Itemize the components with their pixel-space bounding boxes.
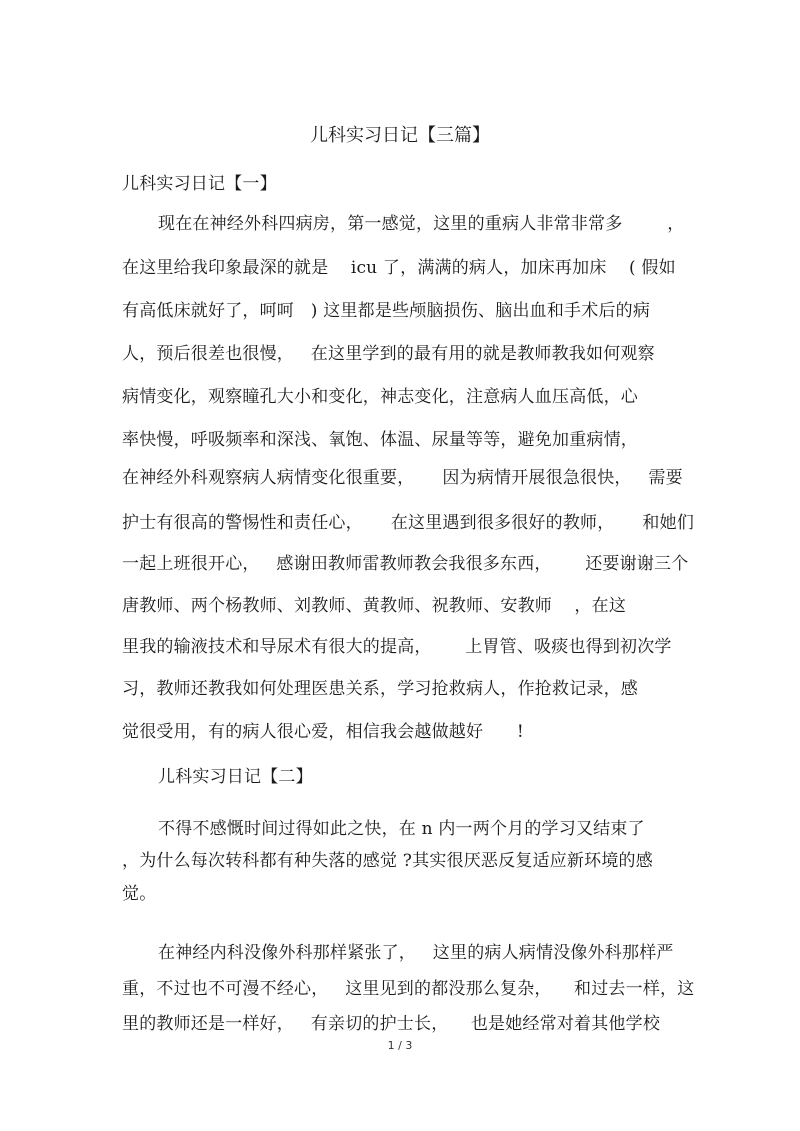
body-line: 里的教师还是一样好， 有亲切的护士长， 也是她经常对着其他学校 (122, 1014, 661, 1034)
body-line: ，为什么每次转科都有种失落的感觉 ?其实很厌恶反复适应新环境的感 (122, 851, 653, 871)
body-line: 觉。 (122, 884, 157, 904)
body-line: 唐教师、两个杨教师、刘教师、黄教师、祝教师、安教师 ，在这 (122, 596, 627, 616)
body-line: 病情变化，观察瞳孔大小和变化，神志变化，注意病人血压高低，心 (122, 387, 638, 407)
body-line: 一起上班很开心， 感谢田教师雷教师教会我很多东西， 还要谢谢三个 (122, 554, 689, 574)
body-line: 有高低床就好了，呵呵 ) 这里都是些颅脑损伤、脑出血和手术后的病 (122, 301, 651, 321)
body-line: 现在在神经外科四病房，第一感觉，这里的重病人非常非常多 ， (158, 214, 685, 234)
document-title: 儿科实习日记【三篇】 (310, 125, 490, 146)
body-line: 习，教师还教我如何处理医患关系，学习抢救病人，作抢救记录，感 (122, 679, 638, 699)
body-line: 在这里给我印象最深的就是 icu 了，满满的病人，加床再加床 ( 假如 (122, 258, 676, 278)
body-line: 在神经内科没像外科那样紧张了， 这里的病人病情没像外科那样严 (158, 943, 674, 963)
body-line: 重，不过也不可漫不经心， 这里见到的都没那么复杂， 和过去一样，这 (122, 979, 695, 999)
body-line: 在神经外科观察病人病情变化很重要， 因为病情开展很急很快， 需要 (122, 468, 683, 488)
body-line: 觉很受用，有的病人很心爱，相信我会越做越好 ! (122, 722, 524, 742)
section-heading-1: 儿科实习日记【一】 (122, 174, 277, 194)
page-number: 1 / 3 (387, 1039, 413, 1052)
section-heading-2: 儿科实习日记【二】 (158, 767, 313, 787)
body-line: 人，预后很差也很慢， 在这里学到的最有用的就是教师教我如何观察 (122, 344, 655, 364)
body-line: 不得不感慨时间过得如此之快，在 n 内一两个月的学习又结束了 (158, 819, 645, 839)
body-line: 护士有很高的警惕性和责任心， 在这里遇到很多很好的教师， 和她们 (122, 513, 695, 533)
body-line: 率快慢，呼吸频率和深浅、氧饱、体温、尿量等等，避免加重病情， (122, 430, 638, 450)
body-line: 里我的输液技术和导尿术有很大的提高， 上胃管、吸痰也得到初次学 (122, 637, 672, 657)
